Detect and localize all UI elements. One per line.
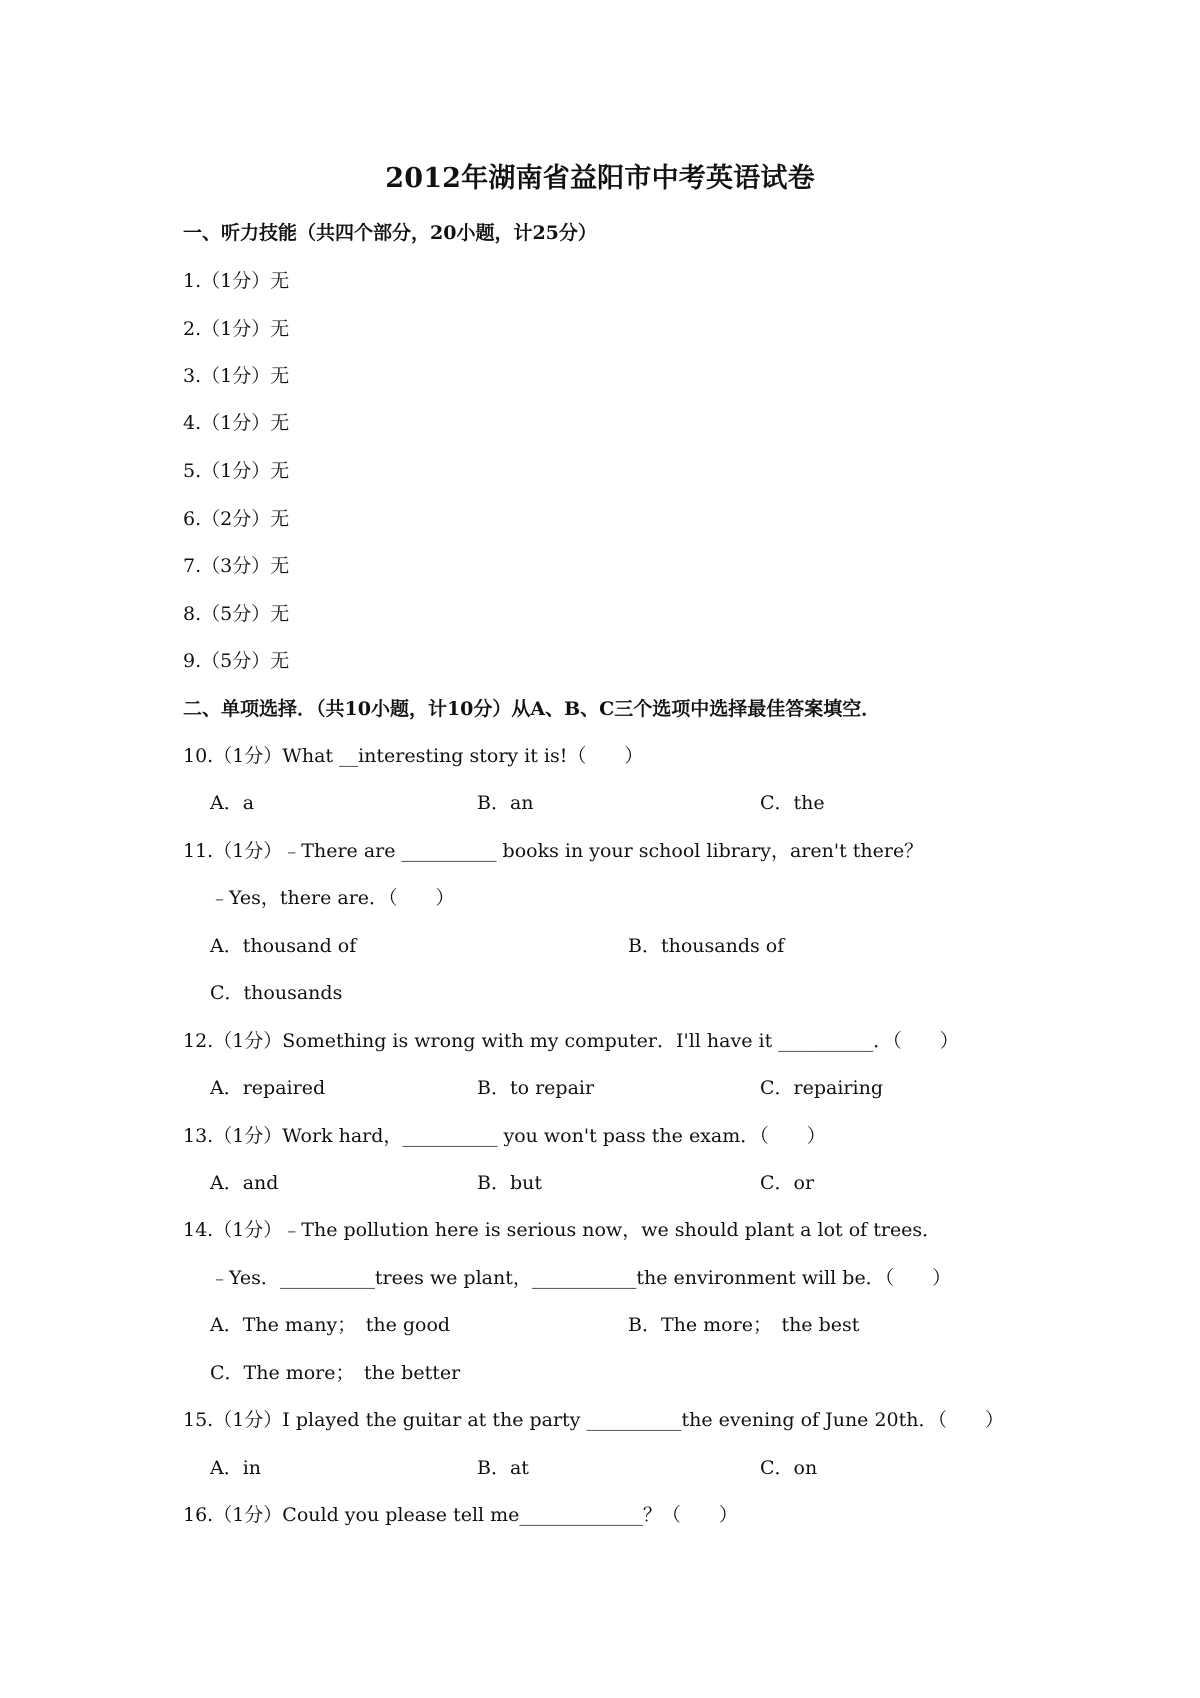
question-14-continuation: ﹣Yes．__________trees we plant，___________the environment will be．（ ） [210,1267,952,1289]
question-11-continuation: ﹣Yes，there are．（ ） [210,887,455,909]
question-12-stem: 12.（1分）Something is wrong with my computer．I'll have it __________．（ ） [183,1030,959,1052]
option-b: B．The more； the best [628,1314,860,1336]
section-heading-listening: 一、听力技能（共四个部分，20小题，计25分） [183,222,597,244]
listening-item-2: 2.（1分）无 [183,318,290,340]
option-c: C．The more； the better [210,1362,461,1384]
listening-item-6: 6.（2分）无 [183,508,290,530]
option-a: A．thousand of [210,935,357,957]
question-11-options-row2 [0,981,1200,1005]
option-b: B．thousands of [628,935,785,957]
option-a: A．in [210,1457,262,1479]
option-a: A．and [210,1172,279,1194]
listening-item-7: 7.（3分）无 [183,555,290,577]
question-15-options [0,1456,1200,1480]
question-10-stem: 10.（1分）What __interesting story it is!（ ） [183,745,644,767]
listening-item-3: 3.（1分）无 [183,365,290,387]
listening-item-1: 1.（1分）无 [183,270,290,292]
section-heading-multiple-choice: 二、单项选择．（共10小题，计10分）从A、B、C三个选项中选择最佳答案填空． [183,698,881,720]
page-title: 2012年湖南省益阳市中考英语试卷 [385,163,815,194]
option-c: C．or [760,1172,815,1194]
option-b: B．to repair [477,1077,595,1099]
listening-item-5: 5.（1分）无 [183,460,290,482]
option-b: B．but [477,1172,542,1194]
option-a: A．The many； the good [210,1314,451,1336]
listening-item-9: 9.（5分）无 [183,650,290,672]
option-a: A．repaired [210,1077,326,1099]
listening-item-4: 4.（1分）无 [183,412,290,434]
question-14-stem: 14.（1分）﹣The pollution here is serious now，we should plant a lot of trees． [183,1219,942,1241]
option-c: C．on [760,1457,818,1479]
option-a: A．a [210,792,255,814]
question-12-options [0,1076,1200,1100]
question-13-stem: 13.（1分）Work hard，__________ you won't pass the exam．（ ） [183,1125,826,1147]
option-c: C．repairing [760,1077,883,1099]
option-c: C．thousands [210,982,343,1004]
question-15-stem: 15.（1分）I played the guitar at the party __________the evening of June 20th．（ ） [183,1409,1005,1431]
question-11-stem: 11.（1分）﹣There are __________ books in your school library，aren't there？ [183,840,924,862]
option-c: C．the [760,792,825,814]
option-b: B．an [477,792,534,814]
question-14-options-row1 [0,1313,1200,1337]
question-10-options [0,791,1200,815]
question-11-options-row1 [0,934,1200,958]
option-b: B．at [477,1457,529,1479]
question-13-options [0,1171,1200,1195]
question-16-stem: 16.（1分）Could you please tell me_____________？（ ） [183,1504,738,1526]
listening-item-8: 8.（5分）无 [183,603,290,625]
question-14-options-row2 [0,1361,1200,1385]
